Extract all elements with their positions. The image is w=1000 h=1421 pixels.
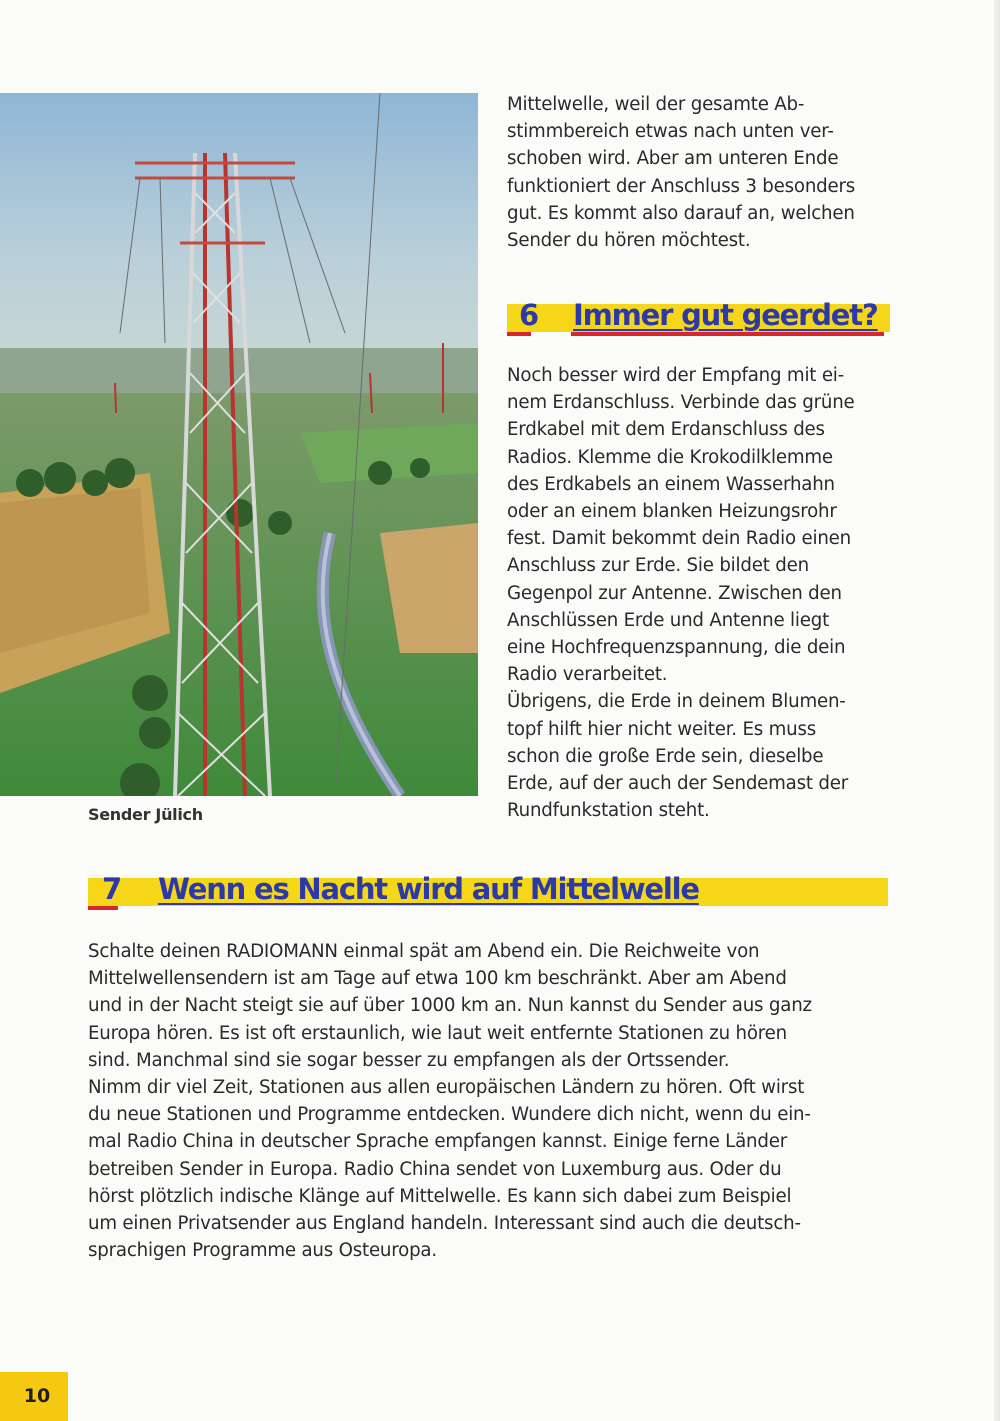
- text-line: oder an einem blanken Heizungsrohr: [507, 501, 837, 523]
- text-line: eine Hochfrequenzspannung, die dein: [507, 637, 846, 659]
- tower-illustration: [0, 93, 478, 796]
- text-line: sind. Manchmal sind sie sogar besser zu empfangen als der Ortssender.: [88, 1049, 730, 1071]
- text-line: um einen Privatsender aus England handeln. Interessant sind auch die deutsch-: [88, 1213, 801, 1235]
- section-6-heading: [507, 300, 890, 338]
- section-7-heading: [88, 874, 888, 912]
- text-line: nem Erdanschluss. Verbinde das grüne: [507, 392, 855, 414]
- text-line: gut. Es kommt also darauf an, welchen: [507, 202, 855, 224]
- text-line: du neue Stationen und Programme entdecken. Wundere dich nicht, wenn du ein-: [88, 1104, 811, 1126]
- section-title: Wenn es Nacht wird auf Mittelwelle: [158, 872, 699, 906]
- text-line: Gegenpol zur Antenne. Zwischen den: [507, 582, 842, 604]
- text-line: Erde, auf der auch der Sendemast der: [507, 773, 849, 795]
- text-line: Anschluss zur Erde. Sie bildet den: [507, 555, 809, 577]
- text-line: Übrigens, die Erde in deinem Blumen-: [507, 691, 846, 713]
- text-line: stimmbereich etwas nach unten ver-: [507, 121, 834, 143]
- heading-red-bar: [571, 332, 884, 336]
- text-line: topf hilft hier nicht weiter. Es muss: [507, 718, 817, 740]
- text-line: schoben wird. Aber am unteren Ende: [507, 148, 839, 170]
- text-line: mal Radio China in deutscher Sprache empfangen kannst. Einige ferne Länder: [88, 1131, 787, 1153]
- page-edge: [994, 0, 1000, 1421]
- text-line: sprachigen Programme aus Osteuropa.: [88, 1240, 437, 1262]
- section-number: 6: [519, 298, 538, 332]
- text-line: Sender du hören möchtest.: [507, 230, 751, 252]
- text-line: Mittelwelle, weil der gesamte Ab-: [507, 94, 805, 115]
- text-line: betreiben Sender in Europa. Radio China sendet von Luxemburg aus. Oder du: [88, 1158, 782, 1180]
- text-line: Nimm dir viel Zeit, Stationen aus allen europäischen Ländern zu hören. Oft wirst: [88, 1077, 805, 1099]
- tower-photo: [0, 93, 478, 796]
- paragraph-mittelwelle-continued: [507, 91, 902, 254]
- text-line: Rundfunkstation steht.: [507, 800, 710, 822]
- text-line: schon die große Erde sein, dieselbe: [507, 745, 824, 767]
- text-line: Radios. Klemme die Krokodilklemme: [507, 446, 833, 468]
- section-number: 7: [102, 872, 121, 906]
- section-title: Immer gut geerdet?: [573, 298, 878, 332]
- text-line: hörst plötzlich indische Klänge auf Mittelwelle. Es kann sich dabei zum Beispiel: [88, 1185, 792, 1207]
- text-line: Noch besser wird der Empfang mit ei-: [507, 365, 845, 386]
- text-line: des Erdkabels an einem Wasserhahn: [507, 473, 835, 495]
- text-line: Anschlüssen Erde und Antenne liegt: [507, 609, 830, 631]
- text-line: funktioniert der Anschluss 3 besonders: [507, 175, 856, 197]
- page-number: 10: [0, 1372, 68, 1421]
- text-line: Erdkabel mit dem Erdanschluss des: [507, 419, 825, 441]
- heading-red-bar: [507, 332, 531, 336]
- photo-caption: Sender Jülich: [88, 805, 203, 824]
- paragraph-erdanschluss: [507, 362, 902, 824]
- text-line: Schalte deinen RADIOMANN einmal spät am Abend ein. Die Reichweite von: [88, 941, 760, 962]
- text-line: Europa hören. Es ist oft erstaunlich, wie laut weit entfernte Stationen zu hören: [88, 1022, 787, 1044]
- text-line: fest. Damit bekommt dein Radio einen: [507, 528, 851, 550]
- text-line: und in der Nacht steigt sie auf über 1000 km an. Nun kannst du Sender aus ganz: [88, 995, 812, 1017]
- heading-red-bar: [88, 906, 118, 910]
- text-line: Mittelwellensendern ist am Tage auf etwa 100 km beschränkt. Aber am Abend: [88, 968, 787, 990]
- text-line: Radio verarbeitet.: [507, 664, 668, 686]
- paragraph-nacht-mittelwelle: [88, 938, 908, 1264]
